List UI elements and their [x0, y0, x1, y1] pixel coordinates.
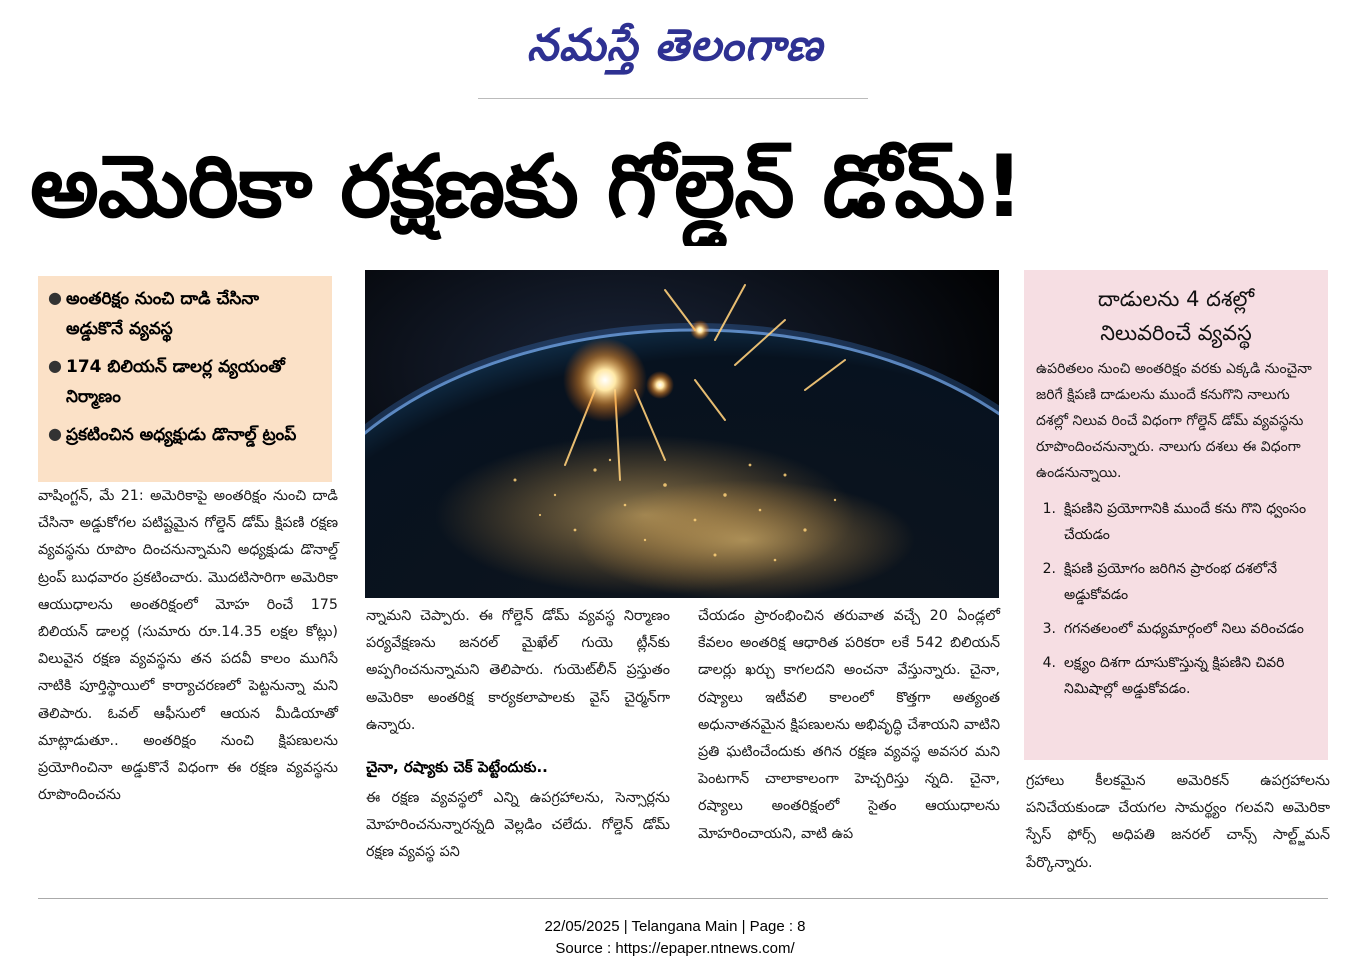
- highlight-text: అంతరిక్షం నుంచి దాడి చేసినా అడ్డుకొనే వ్యవస్థ: [66, 289, 260, 339]
- stage-number: 2.: [1042, 561, 1056, 577]
- stage-item: [1036, 496, 1316, 548]
- article-column-3: [698, 603, 1000, 893]
- article-text: గ్రహాలు కీలకమైన అమెరికన్ ఉపగ్రహాలను పనిచేయకుండా చేయగల సామర్థ్యం గలవని అమెరికా స్పేస్ ఫోర్స్ అధిపతి జనరల్ చాన్స్ సాల్ట్జ్‌మన్ పేర్కొన్నారు.: [1026, 773, 1330, 871]
- stage-text: లక్ష్యం దిశగా దూసుకొస్తున్న క్షిపణిని చివరి నిమిషాల్లో అడ్డుకోవడం.: [1064, 655, 1285, 697]
- stage-number: 4.: [1042, 655, 1056, 671]
- highlight-text: ప్రకటించిన అధ్యక్షుడు డొనాల్డ్ ట్రంప్: [66, 425, 297, 445]
- article-text: న్నామని చెప్పారు. ఈ గోల్డెన్ డోమ్ వ్యవస్థ నిర్మాణం పర్యవేక్షణను జనరల్ మైఖేల్ గుయె ట్లీన్‌కు అప్పగించనున్నామని తెలిపారు. గుయెట్‌లీన్ ప్రస్తుతం అమెరికా అంతరిక్ష కార్యకలాపాలకు వైస్ చైర్మన్‌గా ఉన్నారు.: [366, 608, 670, 733]
- sidebar-title-line: దాడులను 4 దశల్లో: [1097, 287, 1255, 311]
- highlights-box: [38, 276, 332, 482]
- article-text: ఈ రక్షణ వ్యవస్థలో ఎన్ని ఉపగ్రహాలను, సెన్సార్లను మోహరించనున్నారన్నది వెల్లడిం చలేదు. గోల్డెన్ డోమ్ రక్షణ వ్యవస్థ పని: [366, 790, 670, 861]
- stage-item: [1036, 616, 1316, 642]
- stage-number: 1.: [1042, 501, 1056, 517]
- sidebar-intro: ఉపరితలం నుంచి అంతరిక్షం వరకు ఎక్కడి నుంచైనా జరిగే క్షిపణి దాడులను ముందే కనుగొని నాలుగు దశల్లో నిలువ రించే విధంగా గోల్డెన్ డోమ్ వ్యవస్థను రూపొందించనున్నారు. నాలుగు దశలు ఈ విధంగా ఉండనున్నాయి.: [1036, 361, 1312, 481]
- stages-list: [1036, 496, 1316, 702]
- highlight-text: 174 బిలియన్ డాలర్ల వ్యయంతో నిర్మాణం: [66, 357, 285, 407]
- masthead-divider: [478, 98, 868, 99]
- footer-date-page: 22/05/2025 | Telangana Main | Page : 8: [544, 918, 806, 935]
- highlight-item: [48, 420, 322, 450]
- article-text: చేయడం ప్రారంభించిన తరువాత వచ్చే 20 ఏండ్లలో కేవలం అంతరిక్ష ఆధారిత పరికరా లకే 542 బిలియన్ డాలర్లు ఖర్చు కాగలదని అంచనా వేస్తున్నారు. చైనా, రష్యాలు ఇటీవలి కాలంలో కొత్తగా అత్యంత అధునాతనమైన క్షిపణులను అభివృద్ధి చేశాయని వాటిని ప్రతి ఘటించేందుకు తగిన రక్షణ వ్యవస్థ అవసర మని పెంటగాన్ చాలాకాలంగా హెచ్చరిస్తు న్నది. చైనా, రష్యాలు అంతరిక్షంలో సైతం ఆయుధాలను మోహరించాయని, వాటి ఉప: [698, 608, 1000, 842]
- stage-item: [1036, 556, 1316, 608]
- stage-number: 3.: [1042, 621, 1056, 637]
- footer-divider: [38, 898, 1328, 899]
- masthead-logo: నమస్తే తెలంగాణ: [526, 20, 824, 71]
- stage-text: గగనతలంలో మధ్యమార్గంలో నిలు వరించడం: [1064, 621, 1304, 637]
- headline: అమెరికా రక్షణకు గోల్డెన్ డోమ్!: [30, 137, 1023, 237]
- highlight-item: [48, 284, 322, 344]
- stage-text: క్షిపణిని ప్రయోగానికి ముందే కను గొని ధ్వంసం చేయడం: [1064, 501, 1307, 543]
- bullet-icon: ●: [48, 288, 62, 307]
- stage-item: [1036, 650, 1316, 702]
- article-subheading: చైనా, రష్యాకు చెక్ పెట్టేందుకు..: [366, 758, 548, 777]
- bullet-icon: ●: [48, 356, 62, 375]
- earth-night-photo: [365, 270, 999, 598]
- article-column-4: [1026, 768, 1330, 888]
- article-column-1: [38, 483, 338, 883]
- sidebar-title-line: నిలువరించే వ్యవస్థ: [1100, 321, 1252, 345]
- footer-source-link[interactable]: Source : https://epaper.ntnews.com/: [555, 940, 795, 957]
- highlight-item: [48, 352, 322, 412]
- article-column-2: [366, 603, 670, 893]
- bullet-icon: ●: [48, 424, 62, 443]
- stage-text: క్షిపణి ప్రయోగం జరిగిన ప్రారంభ దశలోనే అడ్డుకోవడం: [1064, 561, 1278, 603]
- info-sidebar: [1024, 270, 1328, 760]
- article-text: వాషింగ్టన్, మే 21: అమెరికాపై అంతరిక్షం నుంచి దాడి చేసినా అడ్డుకోగల పటిష్టమైన గోల్డెన్ డోమ్ క్షిపణి రక్షణ వ్యవస్థను రూపొం దించనున్నామని అధ్యక్షుడు డొనాల్డ్ ట్రంప్ బుధవారం ప్రకటించారు. మొదటిసారిగా అమెరికా ఆయుధాలను అంతరిక్షంలో మోహ రించే 175 బిలియన్ డాలర్ల (సుమారు రూ.14.35 లక్షల కోట్లు) విలువైన రక్షణ వ్యవస్థను తన పదవీ కాలం ముగిసే నాటికి పూర్తిస్థాయిలో కార్యాచరణలో పెట్టనున్నా మని తెలిపారు. ఓవల్ ఆఫీసులో ఆయన మీడియాతో మాట్లాడుతూ.. అంతరిక్షం నుంచి క్షిపణులను ప్రయోగించినా అడ్డుకొనే విధంగా ఈ రక్షణ వ్యవస్థను రూపొందించను: [38, 488, 338, 804]
